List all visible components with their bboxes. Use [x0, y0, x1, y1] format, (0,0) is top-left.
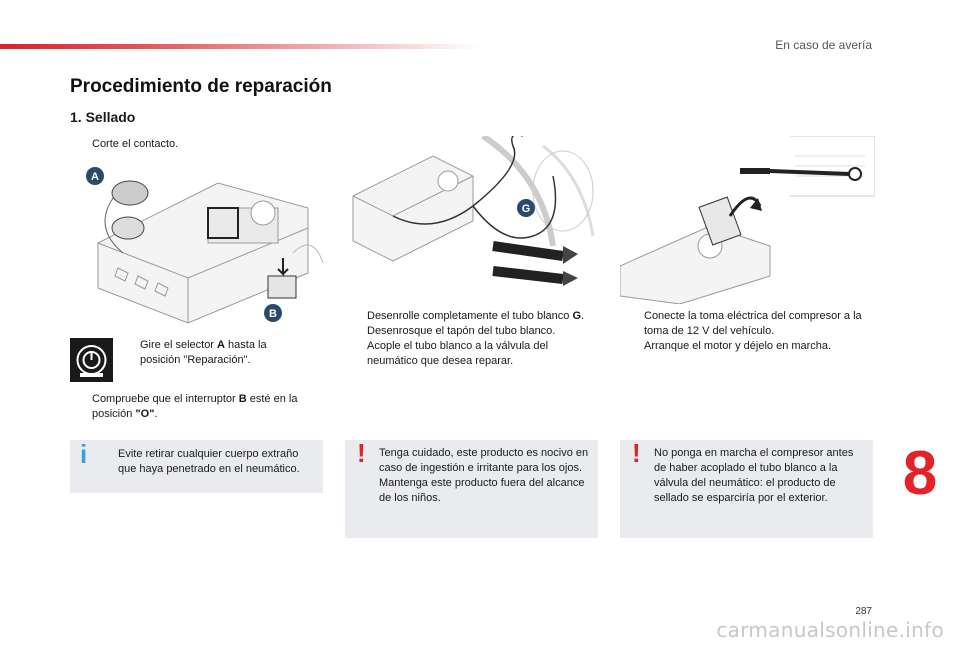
- power-socket-illustration: [620, 136, 875, 304]
- header-accent-bar: [0, 44, 480, 49]
- step-connect-socket: Conecte la toma eléctrica del compresor a la toma de 12 V del vehículo.: [644, 310, 862, 337]
- step-start-engine: Arranque el motor y déjelo en marcha.: [644, 340, 832, 352]
- step-unscrew-cap: Desenrosque el tapón del tubo blanco.: [367, 325, 556, 337]
- compressor-selector-illustration: [68, 158, 326, 328]
- info-icon: i: [80, 439, 88, 469]
- warning-note-compressor: [620, 440, 873, 538]
- page-title: Procedimiento de reparación: [70, 76, 332, 97]
- warning-note-text: Tenga cuidado, este producto es nocivo en caso de ingestión e irritante para los ojos. Mantenga este producto fuera del alcance de los niños.: [379, 447, 589, 504]
- repair-mode-selector-icon: [70, 338, 113, 382]
- warning-note-text: No ponga en marcha el compresor antes de haber acoplado el tubo blanco a la válvula del neumático: el producto de sellado se esparciría por el exterior.: [654, 447, 854, 504]
- warning-icon: !: [357, 438, 366, 468]
- callout-g: G: [521, 203, 531, 215]
- info-note-text: Evite retirar cualquier cuerpo extraño que haya penetrado en el neumático.: [118, 448, 300, 475]
- section-subtitle: 1. Sellado: [70, 109, 136, 125]
- step-attach-hose: Acople el tubo blanco a la válvula del neumático que desea reparar.: [367, 340, 549, 367]
- step-turn-off-ignition: Corte el contacto.: [92, 138, 179, 150]
- chapter-number: 8: [902, 439, 938, 508]
- info-note: [70, 440, 323, 493]
- step-turn-selector: Gire el selector A hasta la posición "Reparación".: [140, 339, 267, 366]
- callout-a: A: [91, 171, 99, 183]
- warning-note-toxic: [345, 440, 598, 538]
- hose-illustration: [343, 136, 600, 301]
- watermark: carmanualsonline.info: [716, 618, 944, 642]
- step-check-switch: Compruebe que el interruptor B esté en la posición "O".: [92, 393, 298, 420]
- section-title: En caso de avería: [775, 38, 872, 52]
- callout-b: B: [269, 308, 277, 320]
- warning-icon: !: [632, 438, 641, 468]
- step-unroll-hose: Desenrolle completamente el tubo blanco G.: [367, 310, 585, 322]
- page-number: 287: [855, 606, 872, 617]
